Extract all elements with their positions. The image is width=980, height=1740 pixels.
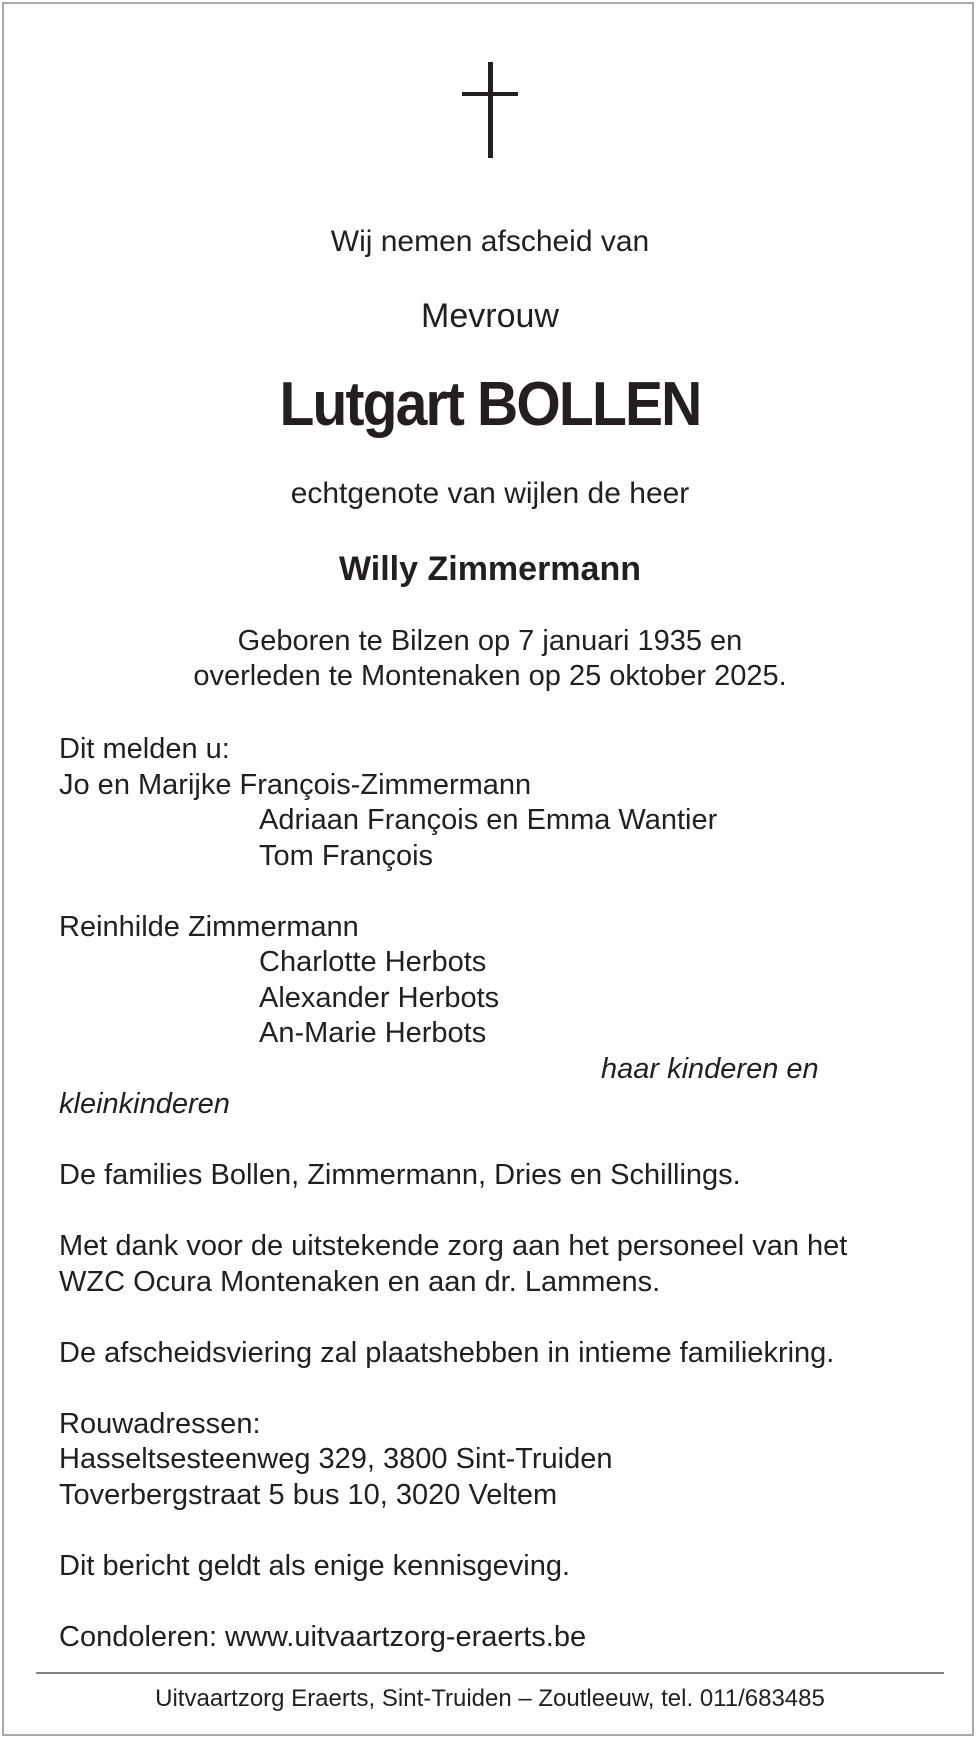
thanks-line-1: Met dank voor de uitstekende zorg aan het personeel van het (59, 1230, 848, 1262)
child-2: Reinhilde Zimmermann (59, 910, 359, 943)
address-1: Hasseltsesteenweg 329, 3800 Sint-Truiden (59, 1443, 613, 1475)
intro-text: Wij nemen afscheid van (330, 225, 650, 258)
grandchild-1-1: Adriaan François en Emma Wantier (259, 804, 718, 836)
life-dates (0, 624, 980, 694)
address-2: Toverbergstraat 5 bus 10, 3020 Veltem (59, 1478, 558, 1511)
child-1: Jo en Marijke François-Zimmermann (59, 768, 532, 801)
family-heading: Dit melden u: (59, 733, 230, 765)
death-line: overleden te Montenaken op 25 oktober 2025. (193, 660, 787, 692)
ceremony-line: De afscheidsviering zal plaatshebben in intieme familiekring. (59, 1336, 835, 1369)
relation-text: echtgenote van wijlen de heer (290, 477, 690, 510)
birth-line: Geboren te Bilzen op 7 januari 1935 en (237, 625, 743, 657)
footer-text: Uitvaartzorg Eraerts, Sint-Truiden – Zoutleeuw, tel. 011/683485 (155, 1685, 825, 1712)
deceased-name: Lutgart BOLLEN (279, 370, 701, 439)
signoff-part2: kleinkinderen (59, 1088, 230, 1120)
thanks-line-2: WZC Ocura Montenaken en aan dr. Lammens. (59, 1265, 661, 1298)
grandchild-2-3: An-Marie Herbots (259, 1017, 487, 1049)
grandchild-2-1: Charlotte Herbots (259, 946, 487, 978)
signoff-part1: haar kinderen en (601, 1052, 819, 1085)
footer-divider (36, 1672, 944, 1674)
honorific: Mevrouw (421, 297, 559, 335)
spouse-name: Willy Zimmermann (339, 550, 641, 588)
families-line: De families Bollen, Zimmermann, Dries en Schillings. (59, 1159, 741, 1191)
grandchild-1-2: Tom François (259, 839, 434, 872)
condolences-line: Condoleren: www.uitvaartzorg-eraerts.be (59, 1620, 587, 1653)
notice-only-line: Dit bericht geldt als enige kennisgeving. (59, 1549, 571, 1582)
grandchild-2-2: Alexander Herbots (259, 981, 500, 1014)
notice-body (59, 732, 939, 1655)
addresses-heading: Rouwadressen: (59, 1407, 261, 1440)
cross-icon (462, 62, 518, 158)
